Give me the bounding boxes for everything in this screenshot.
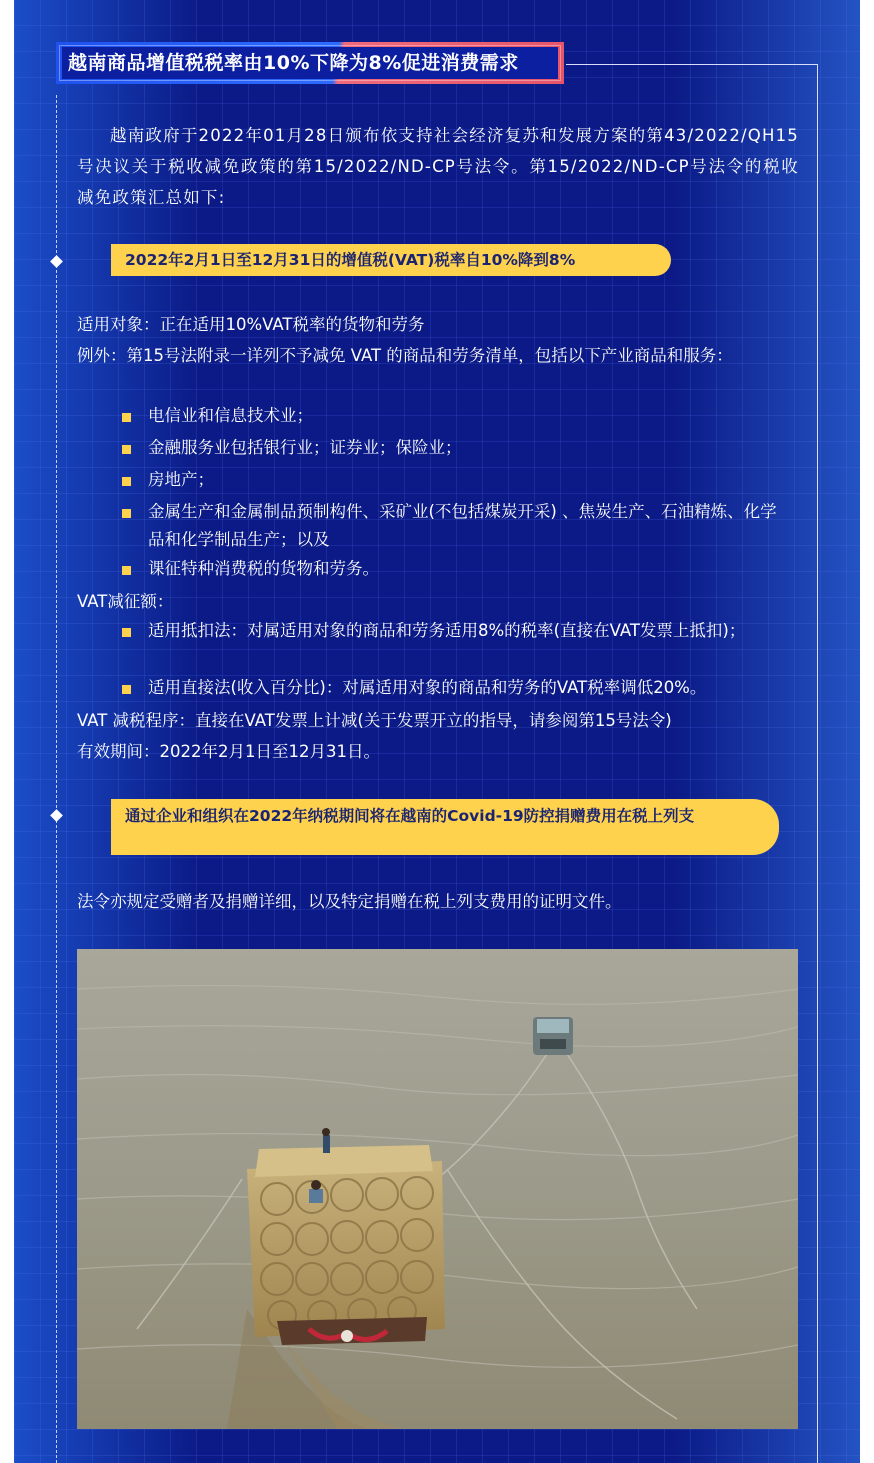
bullet-square-icon <box>122 628 131 637</box>
list-item-text: 金融服务业包括银行业；证券业；保险业； <box>148 438 462 457</box>
reduction-label: VAT减征额： <box>77 592 174 611</box>
bullet-square-icon <box>122 477 131 486</box>
list-item-text: 房地产； <box>148 470 214 489</box>
intro-paragraph: 越南政府于2022年01月28日颁布依支持社会经济复苏和发展方案的第43/2022/QH15号决议关于税收减免政策的第15/2022/ND-CP号法令。第15/2022/ND-CP号法令的税收减免政策汇总如下: <box>77 126 799 207</box>
river-boat-photo <box>77 949 798 1429</box>
bullet-square-icon <box>122 685 131 694</box>
bullet-square-icon <box>122 509 131 518</box>
section2-heading: 通过企业和组织在2022年纳税期间将在越南的Covid-19防控捐赠费用在税上列支 <box>111 799 779 855</box>
applicable-text: 适用对象：正在适用10%VAT税率的货物和劳务 <box>77 315 425 334</box>
title-banner <box>56 42 564 84</box>
frame-border-right <box>817 64 818 1463</box>
bullet-square-icon <box>122 445 131 454</box>
frame-border-top <box>566 64 818 65</box>
list-item-text: 适用抵扣法：对属适用对象的商品和劳务适用8%的税率(直接在VAT发票上抵扣)； <box>148 621 746 640</box>
timeline-dashed-line <box>56 95 57 1463</box>
period-text: 有效期间：2022年2月1日至12月31日。 <box>77 742 380 761</box>
list-item-text: 适用直接法(收入百分比)：对属适用对象的商品和劳务的VAT税率调低20%。 <box>148 678 707 697</box>
list-item-text: 课征特种消费税的货物和劳务。 <box>148 559 379 578</box>
list-item-text: 电信业和信息技术业； <box>148 406 313 425</box>
list-item-text: 金属生产和金属制品预制构件、采矿业(不包括煤炭开采) 、焦炭生产、石油精炼、化学品和化学制品生产；以及 <box>148 502 777 549</box>
section2-body: 法令亦规定受赠者及捐赠详细，以及特定捐赠在税上列支费用的证明文件。 <box>77 892 622 911</box>
exception-text: 例外：第15号法附录一详列不予减免 VAT 的商品和劳务清单，包括以下产业商品和服务： <box>77 346 733 365</box>
section1-heading: 2022年2月1日至12月31日的增值税(VAT)税率自10%降到8% <box>111 244 671 276</box>
bullet-square-icon <box>122 413 131 422</box>
procedure-text: VAT 减税程序：直接在VAT发票上计减(关于发票开立的指导，请参阅第15号法令) <box>77 711 672 730</box>
page-title: 越南商品增值税税率由10%下降为8%促进消费需求 <box>62 47 558 79</box>
bullet-square-icon <box>122 566 131 575</box>
